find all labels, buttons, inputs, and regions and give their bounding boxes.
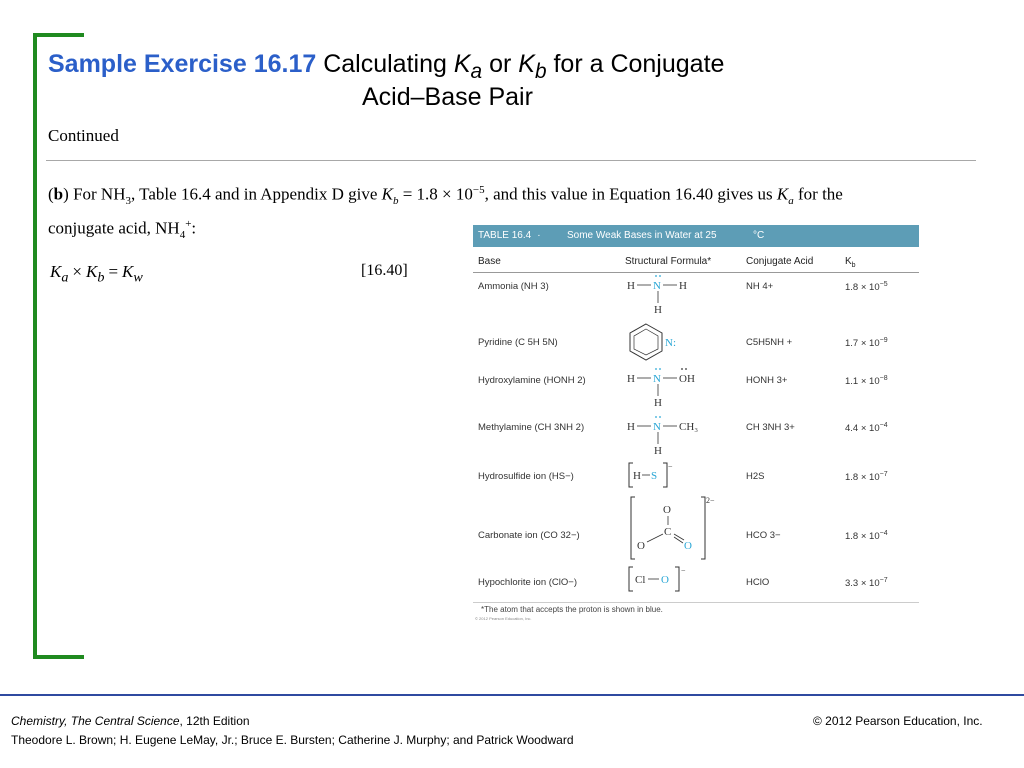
table-caption: TABLE 16.4 · Some Weak Bases in Water at 25 °C	[473, 225, 919, 247]
footer-rule	[0, 694, 1024, 696]
svg-text:N: N	[653, 421, 661, 433]
row-base: Ammonia (NH 3)	[478, 281, 549, 292]
svg-text:H: H	[633, 470, 641, 482]
hydrosulfide-structure	[623, 461, 713, 491]
svg-text:O: O	[637, 540, 645, 552]
row-base: Carbonate ion (CO 32−)	[478, 530, 580, 541]
svg-text:Cl: Cl	[635, 574, 646, 586]
row-kb: $4.4 \times 10^{-4}$	[845, 422, 888, 435]
svg-text:−: −	[681, 566, 686, 575]
row-acid: HClO	[746, 577, 770, 588]
row-acid: H2S	[746, 471, 765, 482]
row-base: Pyridine (C 5H 5N)	[478, 337, 558, 348]
svg-text:CH₃: CH₃	[679, 421, 699, 433]
svg-text:C: C	[664, 526, 672, 538]
row-base: Hydroxylamine (HONH 2)	[478, 375, 586, 386]
svg-text:N: N	[653, 373, 661, 385]
row-kb: $1.7 \times 10^{-9}$	[845, 337, 888, 350]
slide-bracket-bottom	[33, 655, 84, 659]
title-line-2: Acid–Base Pair	[362, 83, 533, 111]
svg-text:S: S	[651, 470, 658, 482]
row-base: Hypochlorite ion (ClO−)	[478, 577, 577, 588]
table-copyright: © 2012 Pearson Education, Inc.	[475, 616, 532, 621]
weak-bases-table	[473, 225, 919, 621]
slide-title: Sample Exercise 16.17 Calculating $K_a$ or $K_b$ for a Conjugate Acid–Base Pair	[48, 50, 725, 111]
solution-paragraph: (b) For $NH_3$, Table 16.4 and in Appendix D give $K_b = 1.8 \times 10^{-5}$, and this value in Equation 16.40 gives us $K_a$ for the conjugate acid, $NH_4^+$:	[48, 184, 843, 242]
methylamine-structure	[623, 414, 713, 458]
carbonate-structure	[623, 495, 723, 563]
svg-text:−: −	[668, 462, 673, 471]
footer-book: Chemistry, The Central Science, 12th Edition	[11, 714, 250, 728]
row-acid: CH 3NH 3+	[746, 422, 795, 433]
row-base: Methylamine (CH 3NH 2)	[478, 422, 585, 433]
slide-bracket-vertical	[33, 33, 37, 659]
svg-text:H: H	[627, 280, 635, 292]
col-header-base: Base	[478, 256, 501, 267]
row-acid: HONH 3+	[746, 375, 788, 386]
hydroxylamine-structure	[623, 366, 713, 410]
slide-bracket-top	[33, 33, 84, 37]
divider	[46, 160, 976, 161]
ammonia-structure	[623, 273, 713, 317]
svg-text:2−: 2−	[706, 496, 715, 505]
hypochlorite-structure	[623, 565, 713, 595]
pyridine-structure	[626, 322, 696, 364]
row-kb: $1.1 \times 10^{-8}$	[845, 375, 888, 388]
row-kb: $1.8 \times 10^{-4}$	[845, 530, 888, 543]
svg-text:OH: OH	[679, 373, 695, 385]
row-acid: HCO 3−	[746, 530, 781, 541]
svg-text:H: H	[654, 304, 662, 316]
svg-text:O: O	[684, 540, 692, 552]
row-acid: C5H5NH +	[746, 337, 793, 348]
continued-label: Continued	[48, 126, 119, 145]
exercise-label: Sample Exercise 16.17	[48, 50, 317, 78]
equation-16-40: $K_a \times K_b = K_w$	[50, 262, 143, 286]
svg-text:N:: N:	[665, 337, 676, 349]
svg-text:H: H	[679, 280, 687, 292]
col-header-formula: Structural Formula*	[625, 256, 712, 267]
col-header-acid: Conjugate Acid	[746, 256, 814, 267]
row-kb: $1.8 \times 10^{-7}$	[845, 471, 888, 484]
footer-copyright: © 2012 Pearson Education, Inc.	[813, 714, 983, 728]
svg-text:N: N	[653, 280, 661, 292]
svg-text:O: O	[663, 504, 671, 516]
svg-text:H: H	[654, 445, 662, 457]
row-kb: $3.3 \times 10^{-7}$	[845, 577, 888, 590]
row-acid: NH 4+	[746, 281, 774, 292]
table-footnote: *The atom that accepts the proton is shown in blue.	[481, 605, 663, 614]
table-bottom-rule	[473, 602, 919, 603]
row-kb: $1.8 \times 10^{-5}$	[845, 281, 888, 294]
svg-text:H: H	[654, 397, 662, 409]
svg-text:H: H	[627, 373, 635, 385]
equation-number: [16.40]	[361, 262, 408, 279]
svg-text:H: H	[627, 421, 635, 433]
footer-authors: Theodore L. Brown; H. Eugene LeMay, Jr.; Bruce E. Bursten; Catherine J. Murphy; and Patrick Woodward	[11, 733, 574, 747]
svg-text:O: O	[661, 574, 669, 586]
col-header-kb: $K_b$	[845, 256, 856, 269]
row-base: Hydrosulfide ion (HS−)	[478, 471, 574, 482]
